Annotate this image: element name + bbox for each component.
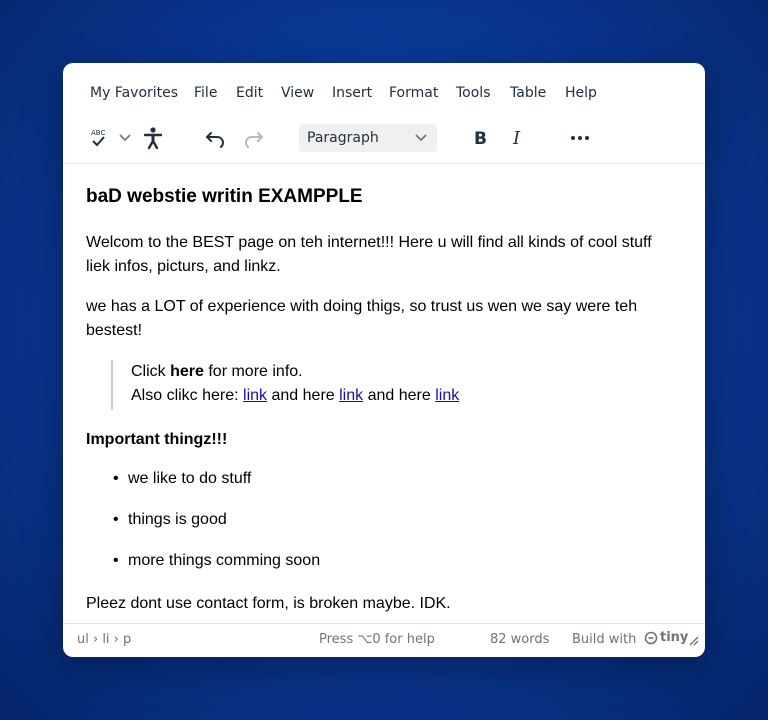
quote-text: and here <box>267 387 340 404</box>
undo-icon[interactable] <box>204 126 226 150</box>
quote-text: Also clikc here: <box>131 387 244 404</box>
bold-icon[interactable] <box>470 126 492 150</box>
menu-my-favorites[interactable]: My Favorites <box>90 85 179 101</box>
quote-text: and here <box>363 387 436 404</box>
important-heading: Important thingz!!! <box>86 431 228 448</box>
svg-text:I: I <box>513 128 521 149</box>
bullet-list <box>86 467 320 590</box>
menu-edit[interactable]: Edit <box>236 85 264 101</box>
quote-line-2 <box>131 384 459 408</box>
blockquote <box>111 360 459 410</box>
menu-insert[interactable]: Insert <box>332 85 373 101</box>
italic-icon[interactable] <box>508 126 530 150</box>
toolbar-divider <box>63 163 705 165</box>
block-format-value: Paragraph <box>307 130 379 146</box>
build-with-label: Build with <box>572 632 637 647</box>
paragraph-experience: we has a LOT of experience with doing thigs, so trust us wen we say were teh bestest! <box>86 298 638 339</box>
paragraph-contact: Pleez dont use contact form, is broken maybe. IDK. <box>86 595 451 612</box>
quote-text: Click <box>131 363 171 380</box>
quote-line-1 <box>131 360 459 384</box>
more-icon[interactable] <box>568 126 592 150</box>
resize-handle-icon[interactable] <box>687 634 699 650</box>
chevron-down-icon[interactable] <box>119 133 131 143</box>
menu-format[interactable]: Format <box>389 85 439 101</box>
list-item: • things is good <box>86 508 320 549</box>
menu-tools[interactable]: Tools <box>456 85 491 101</box>
block-format-select[interactable] <box>299 124 437 152</box>
statusbar <box>63 623 705 657</box>
word-count[interactable]: 82 words <box>490 632 550 647</box>
quote-bold-here: here <box>170 363 204 380</box>
element-path[interactable]: ul › li › p <box>77 632 132 647</box>
redo-icon[interactable] <box>243 126 265 150</box>
list-item: • more things comming soon <box>86 549 320 590</box>
help-hint: Press ⌥0 for help <box>319 632 435 647</box>
link-3[interactable]: link <box>435 387 460 404</box>
tiny-logo[interactable] <box>644 630 688 645</box>
chevron-down-icon <box>415 131 427 147</box>
menu-view[interactable]: View <box>281 85 315 101</box>
quote-text: for more info. <box>203 363 303 380</box>
link-1[interactable]: link <box>243 387 268 404</box>
list-item: • we like to do stuff <box>86 467 320 508</box>
content-heading: baD webstie writin EXAMPPLE <box>86 186 363 207</box>
menu-file[interactable]: File <box>194 85 218 101</box>
menu-table[interactable]: Table <box>510 85 547 101</box>
tiny-brand: tiny <box>660 630 689 645</box>
svg-text:ABC: ABC <box>91 129 106 137</box>
accessibility-icon[interactable] <box>143 126 163 150</box>
menu-help[interactable]: Help <box>565 85 597 101</box>
spellcheck-icon[interactable] <box>89 126 109 150</box>
editor-window <box>63 63 705 657</box>
tiny-icon <box>644 631 658 645</box>
paragraph-intro: Welcom to the BEST page on teh internet!!! Here u will find all kinds of cool stuff liek infos, picturs, and linkz. <box>86 234 652 275</box>
svg-text:B: B <box>474 129 487 149</box>
link-2[interactable]: link <box>339 387 364 404</box>
